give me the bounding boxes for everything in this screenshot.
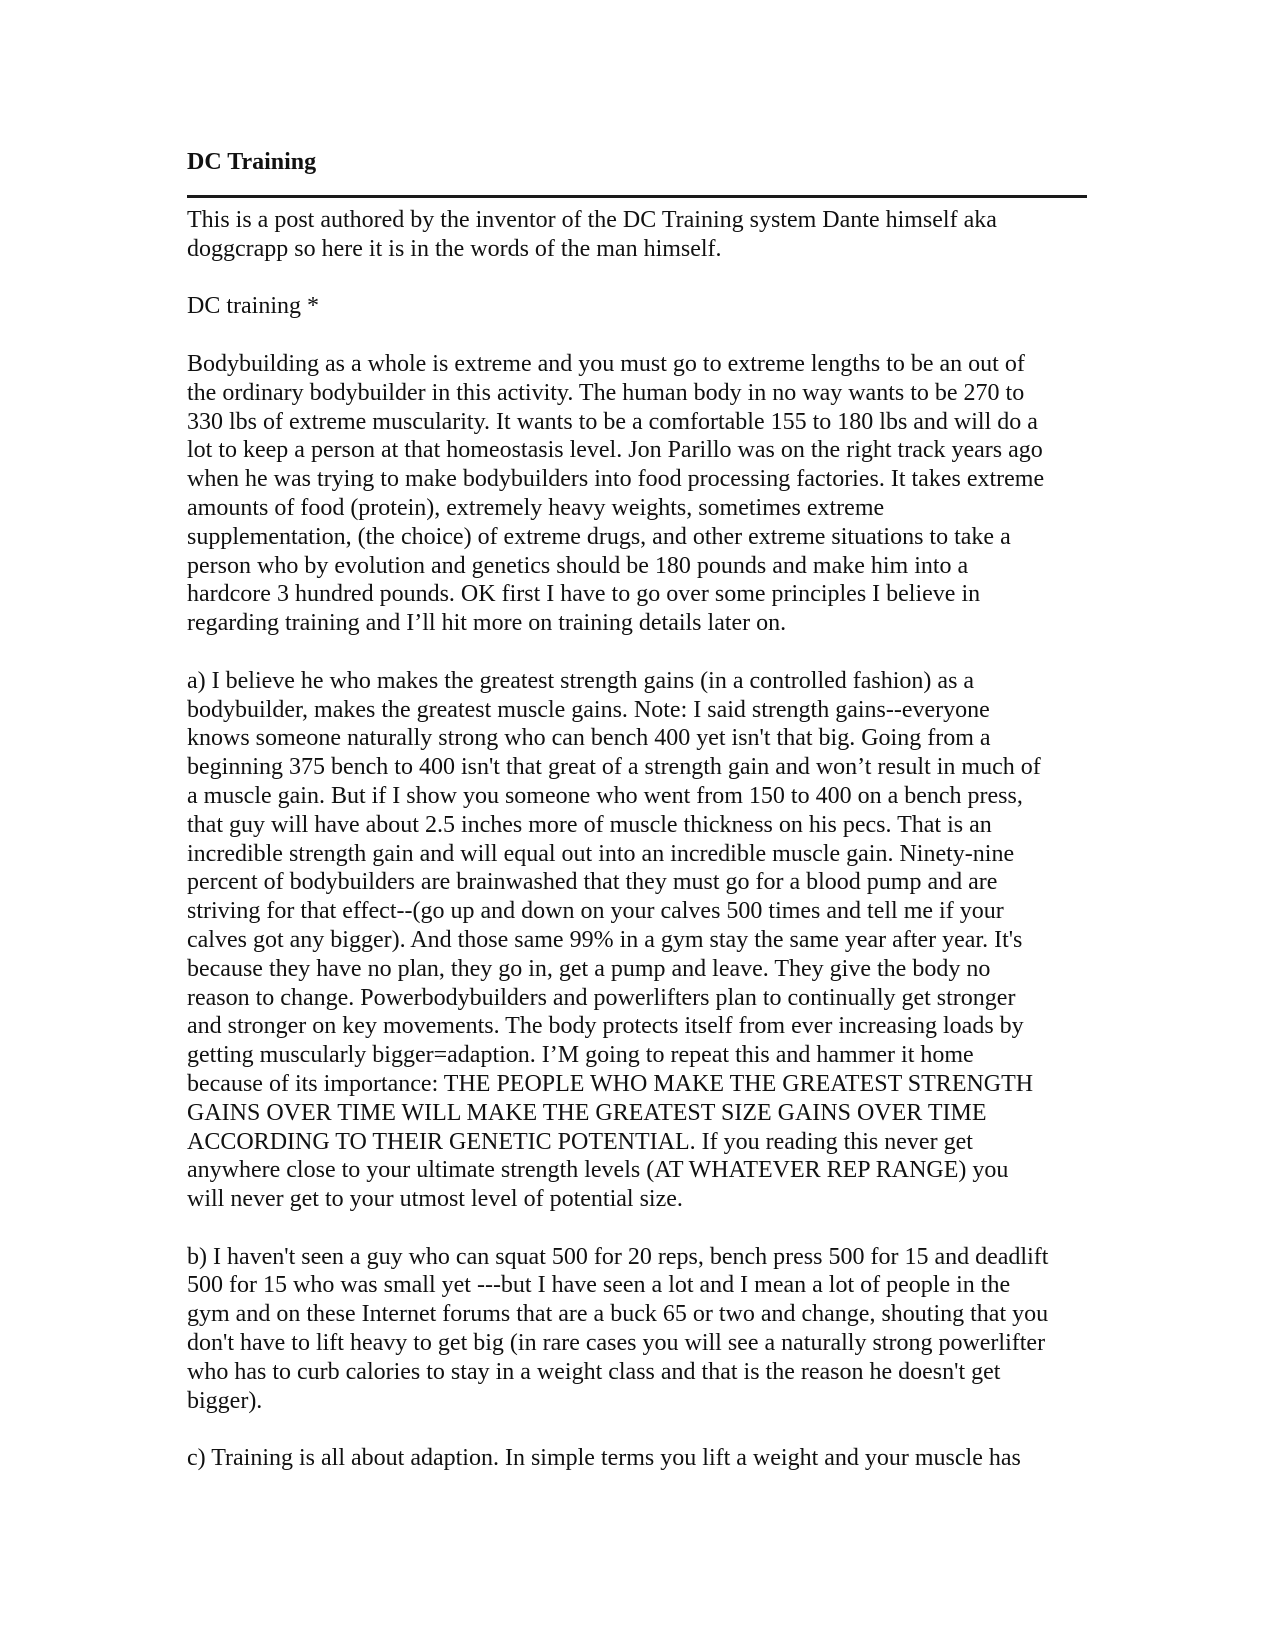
text-line: person who by evolution and genetics should be 180 pounds and make him into a — [187, 552, 969, 579]
text-line: anywhere close to your ultimate strength levels (AT WHATEVER REP RANGE) you — [187, 1157, 1009, 1184]
text-line: bodybuilder, makes the greatest muscle gains. Note: I said strength gains--everyone — [187, 696, 990, 723]
text-line: reason to change. Powerbodybuilders and powerlifters plan to continually get stronger — [187, 984, 1016, 1011]
text-line: 500 for 15 who was small yet ---but I have seen a lot and I mean a lot of people in the — [187, 1272, 1011, 1299]
text-line: will never get to your utmost level of potential size. — [187, 1186, 683, 1213]
text-line: beginning 375 bench to 400 isn't that great of a strength gain and won’t result in much of — [187, 754, 1041, 781]
text-line: that guy will have about 2.5 inches more of muscle thickness on his pecs. That is an — [187, 811, 992, 838]
text-line: striving for that effect--(go up and down on your calves 500 times and tell me if your — [187, 898, 1004, 925]
text-line: knows someone naturally strong who can bench 400 yet isn't that big. Going from a — [187, 725, 991, 752]
text-line: doggcrapp so here it is in the words of the man himself. — [187, 235, 722, 262]
text-line: don't have to lift heavy to get big (in rare cases you will see a naturally strong powerlifter — [187, 1330, 1046, 1357]
paragraph — [187, 1243, 1092, 1416]
text-line: percent of bodybuilders are brainwashed that they must go for a blood pump and are — [187, 869, 998, 896]
paragraph — [187, 667, 1092, 1214]
text-line: a muscle gain. But if I show you someone who went from 150 to 400 on a bench press, — [187, 782, 1023, 809]
text-line: the ordinary bodybuilder in this activity. The human body in no way wants to be 270 to — [187, 379, 1025, 406]
text-line: incredible strength gain and will equal out into an incredible muscle gain. Ninety-nine — [187, 840, 1015, 867]
text-line: getting muscularly bigger=adaption. I’M going to repeat this and hammer it home — [187, 1042, 974, 1069]
text-line: regarding training and I’ll hit more on training details later on. — [187, 610, 787, 637]
text-line: amounts of food (protein), extremely heavy weights, sometimes extreme — [187, 494, 885, 521]
text-line: because they have no plan, they go in, get a pump and leave. They give the body no — [187, 955, 991, 982]
text-line: b) I haven't seen a guy who can squat 500 for 20 reps, bench press 500 for 15 and deadlift — [187, 1243, 1049, 1270]
text-line: who has to curb calories to stay in a weight class and that is the reason he doesn't get — [187, 1358, 1001, 1385]
text-line: This is a post authored by the inventor of the DC Training system Dante himself aka — [187, 207, 997, 233]
document-page — [187, 148, 1092, 1502]
text-line: c) Training is all about adaption. In simple terms you lift a weight and your muscle has — [187, 1445, 1021, 1472]
paragraph — [187, 292, 1092, 321]
text-line: calves got any bigger). And those same 99% in a gym stay the same year after year. It's — [187, 926, 1023, 953]
text-line: bigger). — [187, 1387, 263, 1414]
text-line: gym and on these Internet forums that are a buck 65 or two and change, shouting that you — [187, 1301, 1049, 1328]
paragraph — [187, 206, 1092, 264]
paragraph — [187, 350, 1092, 638]
paragraph — [187, 1444, 1092, 1473]
text-line: lot to keep a person at that homeostasis level. Jon Parillo was on the right track years ago — [187, 437, 1043, 464]
text-line: 330 lbs of extreme muscularity. It wants to be a comfortable 155 to 180 lbs and will do a — [187, 408, 1038, 435]
text-line: DC training * — [187, 293, 319, 320]
text-line: GAINS OVER TIME WILL MAKE THE GREATEST SIZE GAINS OVER TIME — [187, 1099, 987, 1126]
text-line: supplementation, (the choice) of extreme drugs, and other extreme situations to take a — [187, 523, 1011, 550]
document-body — [187, 206, 1092, 1473]
title-divider — [187, 195, 1087, 198]
text-line: a) I believe he who makes the greatest strength gains (in a controlled fashion) as a — [187, 667, 975, 694]
text-line: when he was trying to make bodybuilders into food processing factories. It takes extreme — [187, 466, 1045, 493]
text-line: and stronger on key movements. The body protects itself from ever increasing loads by — [187, 1013, 1024, 1040]
text-line: hardcore 3 hundred pounds. OK first I have to go over some principles I believe in — [187, 581, 981, 608]
text-line: ACCORDING TO THEIR GENETIC POTENTIAL. If you reading this never get — [187, 1128, 973, 1155]
document-title: DC Training — [187, 149, 317, 175]
text-line: Bodybuilding as a whole is extreme and you must go to extreme lengths to be an out of — [187, 350, 1025, 377]
text-line: because of its importance: THE PEOPLE WHO MAKE THE GREATEST STRENGTH — [187, 1070, 1034, 1097]
